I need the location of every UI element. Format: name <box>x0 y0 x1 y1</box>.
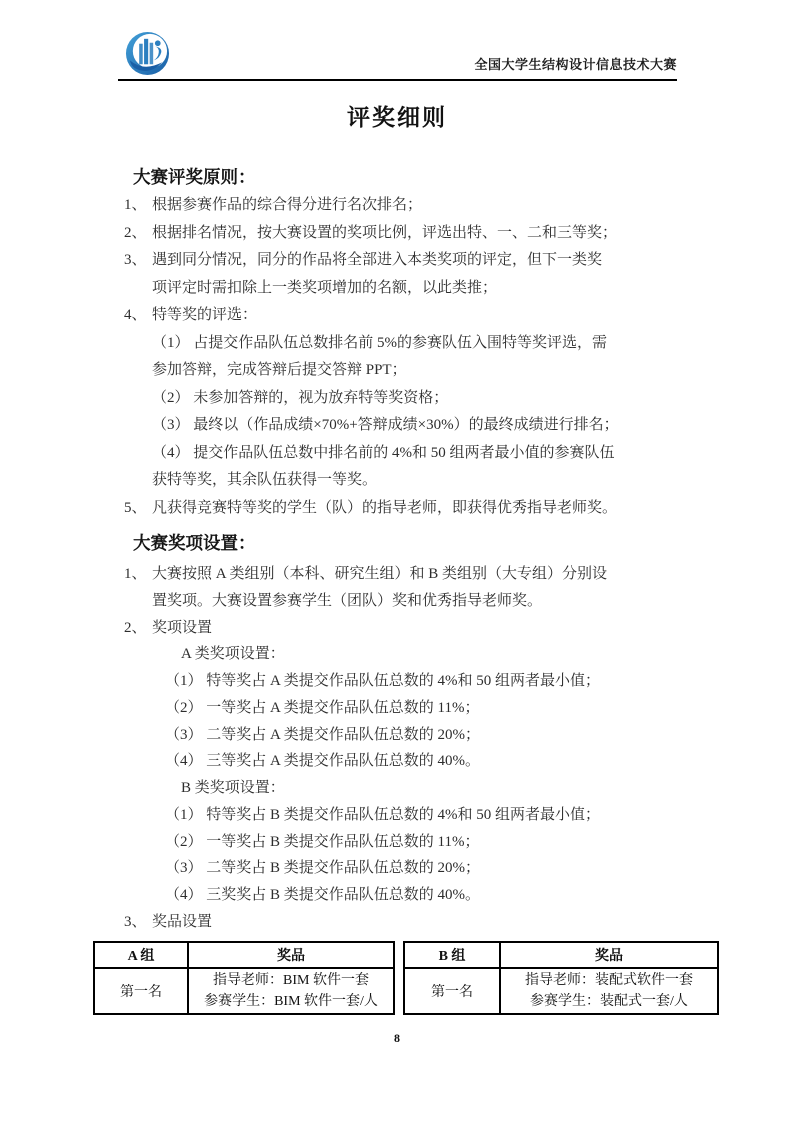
table-header-prize-b: 奖品 <box>500 942 718 968</box>
list-item: 1、 大赛按照 A 类组别（本科、研究生组）和 B 类组别（大专组）分别设 <box>124 566 608 582</box>
document-body <box>124 162 710 936</box>
sub-item: （4） 提交作品队伍总数中排名前的 4%和 50 组两者最小值的参赛队伍 <box>152 444 615 461</box>
class-b-rule: （1） 特等奖占 B 类提交作品队伍总数的 4%和 50 组两者最小值； <box>165 806 601 823</box>
list-item-continuation: 项评定时需扣除上一类奖项增加的名额，以此类推； <box>152 279 498 296</box>
sub-item-continuation: 参加答辩，完成答辩后提交答辩 PPT； <box>152 362 407 378</box>
sub-item: （3） 最终以（作品成绩×70%+答辩成绩×30%）的最终成绩进行排名； <box>152 417 619 433</box>
page-number: 8 <box>394 1031 400 1045</box>
list-item: 2、 根据排名情况，按大赛设置的奖项比例，评选出特、一、二和三等奖； <box>124 224 618 241</box>
prize-cell-b: 指导老师：装配式软件一套 参赛学生：装配式一套/人 <box>500 968 718 1014</box>
page-title: 评奖细则 <box>347 104 447 130</box>
list-item: 3、 遇到同分情况，同分的作品将全部进入本类奖项的评定，但下一类奖 <box>124 252 603 268</box>
class-a-rule: （2） 一等奖占 A 类提交作品队伍总数的 11%； <box>165 699 480 716</box>
prize-table-group-a <box>93 941 395 1015</box>
rank-cell-b: 第一名 <box>404 968 500 1014</box>
class-a-rule: （1） 特等奖占 A 类提交作品队伍总数的 4%和 50 组两者最小值； <box>165 673 601 689</box>
class-b-rule: （2） 一等奖占 B 类提交作品队伍总数的 11%； <box>165 833 480 850</box>
sub-item-continuation: 获特等奖，其余队伍获得一等奖。 <box>152 472 378 488</box>
class-b-subheading: B 类奖项设置： <box>181 780 285 796</box>
prize-cell-a: 指导老师：BIM 软件一套 参赛学生：BIM 软件一套/人 <box>188 968 394 1014</box>
list-item: 1、 根据参赛作品的综合得分进行名次排名； <box>124 197 423 213</box>
sub-item: （2） 未参加答辩的，视为放弃特等奖资格； <box>152 389 449 406</box>
list-item: 5、 凡获得竞赛特等奖的学生（队）的指导老师，即获得优秀指导老师奖。 <box>124 499 618 516</box>
class-a-subheading: A 类奖项设置： <box>181 646 285 663</box>
section-principles <box>124 162 710 522</box>
rank-cell-a: 第一名 <box>94 968 188 1014</box>
table-header-group-b: B 组 <box>404 942 500 968</box>
header-divider <box>118 79 677 81</box>
class-b-rule: （3） 二等奖占 B 类提交作品队伍总数的 20%； <box>165 860 481 877</box>
list-item: 3、 奖品设置 <box>124 913 213 930</box>
prize-table-group-b <box>403 941 719 1015</box>
section-awards <box>124 561 710 936</box>
list-item: 2、 奖项设置 <box>124 619 213 636</box>
class-b-rule: （4） 三奖奖占 B 类提交作品队伍总数的 40%。 <box>165 887 481 903</box>
list-item: 4、 特等奖的评选： <box>124 307 258 323</box>
header-org-name: 全国大学生结构设计信息技术大赛 <box>474 57 677 72</box>
prize-tables <box>93 941 719 1015</box>
section-heading: 大赛奖项设置： <box>133 533 256 553</box>
section-heading: 大赛评奖原则： <box>133 167 256 187</box>
class-a-rule: （3） 二等奖占 A 类提交作品队伍总数的 20%； <box>165 726 481 743</box>
table-row <box>404 968 718 1014</box>
competition-logo-icon <box>124 31 171 76</box>
table-header-group-a: A 组 <box>94 942 188 968</box>
class-a-rule: （4） 三等奖占 A 类提交作品队伍总数的 40%。 <box>165 753 481 770</box>
table-header-prize-a: 奖品 <box>188 942 394 968</box>
table-row <box>94 968 394 1014</box>
sub-item: （1） 占提交作品队伍总数排名前 5%的参赛队伍入围特等奖评选，需 <box>152 334 607 351</box>
list-item-continuation: 置奖项。大赛设置参赛学生（团队）奖和优秀指导老师奖。 <box>152 592 543 609</box>
